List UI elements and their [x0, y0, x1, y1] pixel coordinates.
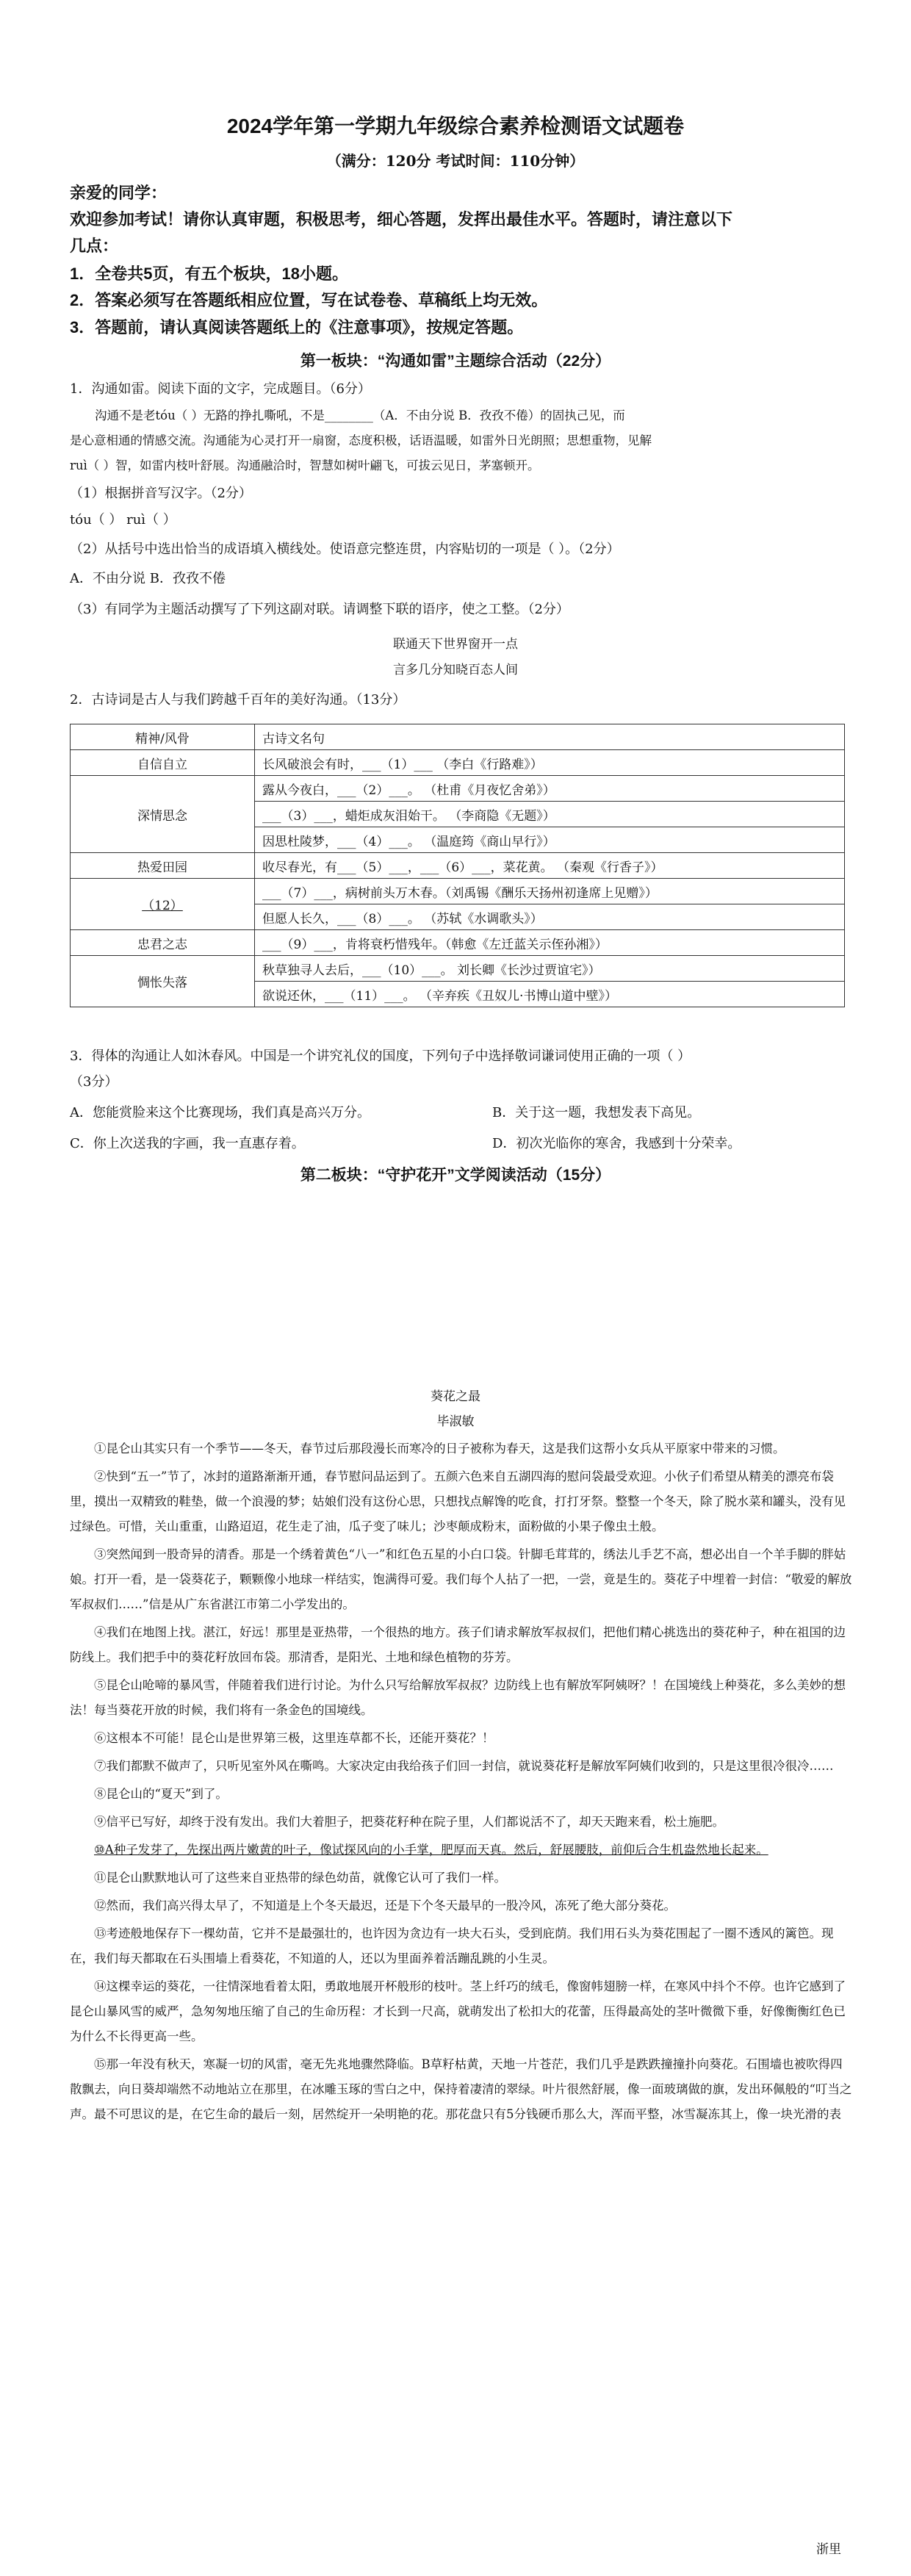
essay-paragraph: ⑥这根本不可能！昆仑山是世界第三极，这里连草都不长，还能开葵花？！ [94, 1731, 494, 1745]
poetry-table [70, 724, 845, 1007]
couplet-line-1: 联通天下世界窗开一点 [393, 637, 518, 652]
poem-cell: 秋草独寻人去后，___（10）___。 刘长卿《长沙过贾谊宅》） [255, 956, 845, 982]
greeting: 亲爱的同学： [70, 184, 168, 202]
poem-cell: 长风破浪会有时，___（1）___ （李白《行路难》） [255, 750, 845, 776]
table-row [71, 956, 845, 982]
essay-paragraph-underlined-a: ⑩A种子发芽了，先探出两片嫩黄的叶子，像试探风向的小手掌，肥厚而天真。然后，舒展腰肢，前仰后合生机盎然地长起来。 [94, 1843, 768, 1857]
note-2: 2．答案必须写在答题纸相应位置，写在试卷卷、草稿纸上均无效。 [70, 291, 548, 309]
spirit-cell: 自信自立 [71, 750, 255, 776]
welcome-line-2: 几点： [70, 237, 119, 255]
table-row [71, 853, 845, 879]
essay-paragraph: ⑮那一年没有秋天，寒凝一切的风雷，毫无先兆地骤然降临。B草籽枯黄，天地一片苍茫，我们几乎是跌跌撞撞扑向葵花。石围墙也被吹得四散飘去，向日葵却端然不动地站立在那里，在冰雕玉琢的雪白之中，保持着凄清的翠绿。叶片很然舒展，像一面玻璃做的旗，发出环佩般的“叮当之声。最不可思议的是，在它生命的最后一刻，居然绽开一朵明艳的花。那花盘只有5分钱硬币那么大，浑而平整，冰雪凝冻其上，像一块光滑的表 [70, 2057, 852, 2121]
poem-cell: ___（9）___，肯将衰朽惜残年。（韩愈《左迁蓝关示侄孙湘》） [255, 930, 845, 956]
q3-option-b: B．关于这一题，我想发表下高见。 [492, 1105, 701, 1120]
q1-passage-1: 沟通不是老tóu（ ）无路的挣扎嘶吼，不是________（A．不由分说 B．孜孜不倦）的固执己见，而 [95, 409, 625, 422]
spirit-cell: 热爱田园 [71, 853, 255, 879]
q1-stem: 1．沟通如雷。阅读下面的文字，完成题目。（6分） [70, 381, 371, 397]
welcome-line-1: 欢迎参加考试！请你认真审题，积极思考，细心答题，发挥出最佳水平。答题时，请注意以下 [70, 210, 733, 229]
section-1-heading: 第一板块：“沟通如雷”主题综合活动（22分） [300, 353, 611, 370]
header-spirit: 精神/风骨 [71, 724, 255, 750]
poem-cell: ___（3）___，蜡炬成灰泪始干。 （李商隐《无题》） [255, 802, 845, 827]
q1-passage-3: ruì（ ）智，如雷内枝叶舒展。沟通融洽时，智慧如树叶翩飞，可拔云见日，茅塞顿开。 [70, 458, 540, 472]
essay-paragraph: ⑤昆仑山呛啼的暴风雪，伴随着我们进行讨论。为什么只写给解放军叔叔？边防线上也有解放军阿姨呀？！在国境线上种葵花，多么美妙的想法！每当葵花开放的时候，我们将有一条金色的国境线。 [70, 1678, 846, 1717]
q1-sub2: （2）从括号中选出恰当的成语填入横线处。使语意完整连贯，内容贴切的一项是（ ）。（2分） [70, 542, 620, 557]
note-1: 1．全卷共5页，有五个板块，18小题。 [70, 265, 348, 283]
q1-passage-2: 是心意相通的情感交流。沟通能为心灵打开一扇窗，态度积极，话语温暖，如雷外日光朗照；思想重物，见解 [70, 433, 652, 447]
essay-title: 葵花之最 [431, 1389, 480, 1404]
poem-cell: ___（7）___，病树前头万木春。（刘禹锡《酬乐天扬州初逢席上见赠》） [255, 879, 845, 904]
essay-body [70, 1436, 852, 2130]
q1-pinyin-blanks: tóu（ ） ruì（ ） [70, 512, 176, 528]
poem-cell: 欲说还休，___（11）___。 （辛弃疾《丑奴儿·书博山道中壁》） [255, 982, 845, 1007]
essay-paragraph: ⑭这棵幸运的葵花，一往情深地看着太阳，勇敢地展开杯般形的枝叶。茎上纤巧的绒毛，像窗帏翅膀一样，在寒风中抖个不停。也许它感到了昆仑山暴风雪的威严，急匆匆地压缩了自己的生命历程：才长到一尺高，就萌发出了松扣大的花蕾，压得最高处的茎叶微微下垂，好像衡衡红色已为什么不长得更高一些。 [70, 1979, 846, 2043]
essay-paragraph: ④我们在地图上找。湛江，好远！那里是亚热带，一个很热的地方。孩子们请求解放军叔叔们，把他们精心挑选出的葵花种子，种在祖国的边防线上。我们把手中的葵花籽放回布袋。那清香，是阳光、土地和绿色植物的芬芳。 [70, 1625, 846, 1664]
spirit-cell: 深情思念 [71, 776, 255, 853]
table-row [71, 750, 845, 776]
poem-cell: 露从今夜白，___（2）___。 （杜甫《月夜忆舍弟》） [255, 776, 845, 802]
table-row [71, 776, 845, 802]
essay-paragraph: ⑫然而，我们高兴得太早了，不知道是上个冬天最迟，还是下个冬天最早的一股冷风，冻死了绝大部分葵花。 [94, 1899, 676, 1913]
table-header-row [71, 724, 845, 750]
q1-sub1: （1）根据拼音写汉字。（2分） [70, 486, 252, 501]
spirit-cell: 惆怅失落 [71, 956, 255, 1007]
q3-options-row-1 [70, 1102, 849, 1124]
exam-subtitle: （满分：120分 考试时间：110分钟） [326, 152, 585, 170]
essay-paragraph: ⑬考迹般地保存下一棵幼苗，它并不是最强壮的，也许因为贪边有一块大石头，受到庇荫。我们用石头为葵花围起了一圈不透风的篱笆。现在，我们每天都取在石头围墙上看葵花，不知道的人，还以为里面养着活蹦乱跳的小生灵。 [70, 1926, 834, 1965]
q1-sub2-options: A．不由分说 B．孜孜不倦 [70, 571, 226, 586]
note-3: 3．答题前，请认真阅读答题纸上的《注意事项》，按规定答题。 [70, 318, 524, 337]
q3-options-row-2 [70, 1133, 849, 1155]
q3-stem-2: （3分） [70, 1074, 118, 1090]
essay-paragraph: ⑨信平已写好，却终于没有发出。我们大着胆子，把葵花籽种在院子里，人们都说活不了，却天天跑来看，松土施肥。 [94, 1815, 724, 1829]
essay-paragraph: ①昆仑山其实只有一个季节——冬天，春节过后那段漫长而寒冷的日子被称为春天，这是我们这帮小女兵从平原家中带来的习惯。 [94, 1442, 785, 1456]
poem-cell: 收尽春光，有___（5）___，___（6）___，菜花黄。 （秦观《行香子》） [255, 853, 845, 879]
q3-option-d: D．初次光临你的寒舍，我感到十分荣幸。 [492, 1136, 741, 1151]
exam-title: 2024学年第一学期九年级综合素养检测语文试题卷 [226, 115, 685, 137]
spirit-cell-blank: （12） [71, 879, 255, 930]
essay-paragraph: ②快到“五一”节了，冰封的道路渐渐开通，春节慰问品运到了。五颜六色来自五湖四海的慰问袋最受欢迎。小伙子们希望从精美的漂亮布袋里，摸出一双精致的鞋垫，做一个浪漫的梦；姑娘们没有这份心思，只想找点解馋的吃食，打打牙祭。整整一个冬天，除了脱水菜和罐头，没有见过绿色。可惜，关山重重，山路迢迢，花生走了油，瓜子变了味儿；沙枣颠成粉末，面粉做的小果子像虫土般。 [70, 1469, 846, 1533]
essay-author: 毕淑敏 [436, 1414, 475, 1429]
spirit-cell: 忠君之志 [71, 930, 255, 956]
q3-option-a: A．您能赏脸来这个比赛现场，我们真是高兴万分。 [70, 1105, 370, 1120]
essay-paragraph: ⑪昆仑山默默地认可了这些来自亚热带的绿色幼苗，就像它认可了我们一样。 [94, 1871, 506, 1885]
poem-cell: 但愿人长久，___（8）___。 （苏轼《水调歌头》） [255, 904, 845, 930]
q1-sub3: （3）有同学为主题活动撰写了下列这副对联。请调整下联的语序，使之工整。（2分） [70, 602, 569, 617]
table-row [71, 930, 845, 956]
section-2-heading: 第二板块：“守护花开”文学阅读活动（15分） [300, 1167, 611, 1184]
q3-option-c: C．你上次送我的字画，我一直惠存着。 [70, 1136, 305, 1151]
header-poem: 古诗文名句 [255, 724, 845, 750]
essay-paragraph: ③突然闻到一股奇异的清香。那是一个绣着黄色“八一”和红色五星的小白口袋。针脚毛茸茸的，绣法儿手艺不高，想必出自一个羊手脚的胖姑娘。打开一看，是一袋葵花子，颗颗像小地球一样结实，饱满得可爱。我们每个人拈了一把，一尝，竟是生的。葵花子中埋着一封信：“敬爱的解放军叔叔们……”信是从广东省湛江市第二小学发出的。 [70, 1547, 852, 1611]
table-row [71, 879, 845, 904]
couplet-line-2: 言多几分知晓百态人间 [393, 663, 518, 677]
poem-cell: 因思杜陵梦，___（4）___。 （温庭筠《商山早行》） [255, 827, 845, 853]
essay-paragraph: ⑦我们都默不做声了，只听见室外风在嘶鸣。大家决定由我给孩子们回一封信，就说葵花籽是解放军阿姨们收到的，只是这里很冷很冷…… [94, 1759, 834, 1773]
q2-stem: 2．古诗词是古人与我们跨越千百年的美好沟通。（13分） [70, 692, 406, 708]
q3-stem-1: 3．得体的沟通让人如沐春风。中国是一个讲究礼仪的国度，下列句子中选择敬词谦词使用正确的一项（ ） [70, 1048, 691, 1064]
essay-paragraph: ⑧昆仑山的“夏天”到了。 [94, 1787, 228, 1801]
page-footer: 浙里 [816, 2542, 841, 2557]
